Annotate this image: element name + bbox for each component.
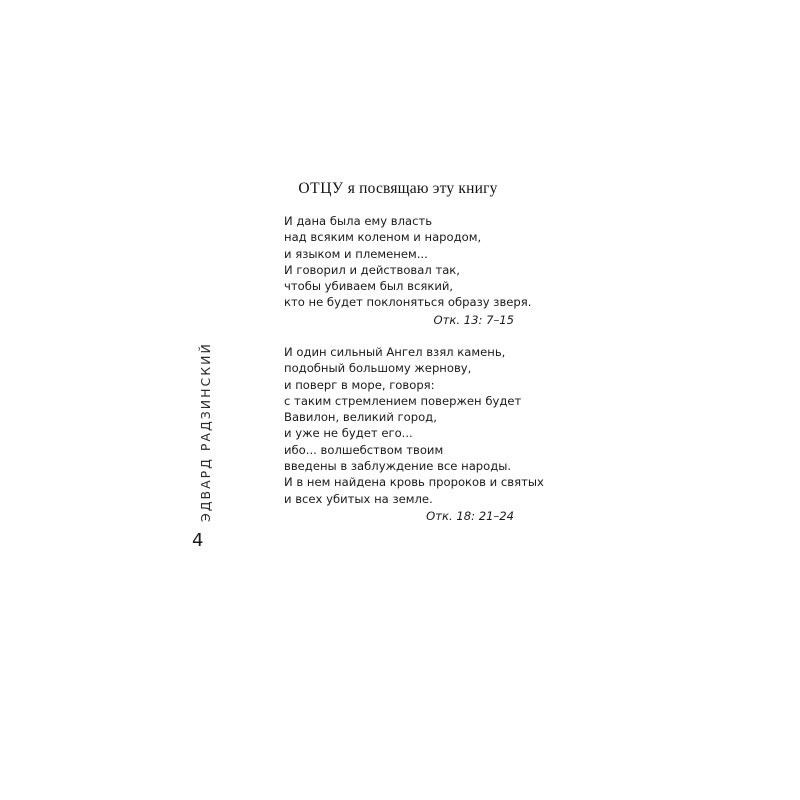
epigraph-line: Вавилон, великий город, [284,410,437,425]
epigraph-line: И один сильный Ангел взял камень, [284,345,506,359]
epigraph-source: Отк. 18: 21–24 [426,508,514,523]
dedication-heading [278,180,518,198]
epigraph-line: И говорил и действовал так, [284,262,460,277]
epigraph-line: чтобы убиваем был всякий, [284,279,454,294]
page-number: 4 [192,530,204,551]
epigraph-line: ибо... волшебством твоим [284,442,444,457]
epigraph-line: введены в заблуждение все народы. [284,459,512,474]
epigraph-source: Отк. 13: 7–15 [433,312,514,327]
epigraph-first [284,213,532,328]
epigraph-line: подобный большому жернову, [284,361,472,376]
running-head-author: ЭДВАРД РАДЗИНСКИЙ [198,342,213,522]
epigraph-line: И в нем найдена кровь пророков и святых [284,475,544,490]
epigraph-line: И дана была ему власть [284,214,433,228]
epigraph-line: над всяким коленом и народом, [284,230,482,245]
epigraph-second [284,344,544,524]
epigraph-line: и всех убитых на земле. [284,491,433,506]
epigraph-line: и поверг в море, говоря: [284,377,435,392]
dedication-text: я посвящаю эту книгу [347,180,498,197]
epigraph-line: с таким стремлением повержен будет [284,393,522,408]
dedication-caps: ОТЦУ [298,180,344,197]
epigraph-line: и языком и племенем... [284,246,428,261]
epigraph-line: и уже не будет его... [284,426,413,441]
epigraph-line: кто не будет поклоняться образу зверя. [284,295,532,310]
